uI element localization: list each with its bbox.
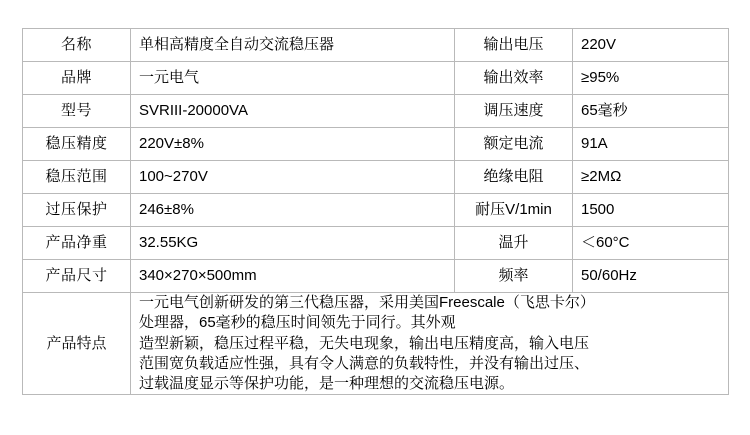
row-label-frequency: 频率 — [455, 260, 573, 293]
row-label-regulation-speed: 调压速度 — [455, 95, 573, 128]
table-row — [23, 194, 729, 227]
row-label-withstand-voltage: 耐压V/1min — [455, 194, 573, 227]
row-value-insulation-resistance: ≥2MΩ — [573, 161, 729, 194]
row-label-rated-current: 额定电流 — [455, 128, 573, 161]
row-label-insulation-resistance: 绝缘电阻 — [455, 161, 573, 194]
table-body — [23, 29, 729, 395]
row-value-range: 100~270V — [131, 161, 455, 194]
features-line: 造型新颖，稳压过程平稳，无失电现象，输出电压精度高，输入电压 — [139, 334, 590, 352]
row-value-dimensions: 340×270×500mm — [131, 260, 455, 293]
table-row — [23, 95, 729, 128]
table-row — [23, 62, 729, 95]
features-line: 范围宽负载适应性强，具有令人满意的负载特性，并没有输出过压、 — [139, 354, 590, 372]
row-label-name: 名称 — [23, 29, 131, 62]
row-label-output-voltage: 输出电压 — [455, 29, 573, 62]
row-value-rated-current: 91A — [573, 128, 729, 161]
features-label: 产品特点 — [23, 293, 131, 395]
row-value-regulation-speed: 65毫秒 — [573, 95, 729, 128]
table-row — [23, 227, 729, 260]
row-value-net-weight: 32.55KG — [131, 227, 455, 260]
table-row — [23, 29, 729, 62]
row-value-overvoltage-protection: 246±8% — [131, 194, 455, 227]
row-value-output-voltage: 220V — [573, 29, 729, 62]
row-value-brand: 一元电气 — [131, 62, 455, 95]
features-line: 一元电气创新研发的第三代稳压器，采用美国Freescale（飞思卡尔） — [139, 294, 595, 311]
table-row — [23, 260, 729, 293]
features-body — [131, 293, 729, 395]
row-label-net-weight: 产品净重 — [23, 227, 131, 260]
row-label-accuracy: 稳压精度 — [23, 128, 131, 161]
row-value-name: 单相高精度全自动交流稳压器 — [131, 29, 455, 62]
row-value-frequency: 50/60Hz — [573, 260, 729, 293]
row-label-output-efficiency: 输出效率 — [455, 62, 573, 95]
specification-table — [22, 28, 729, 395]
row-value-temperature-rise: ＜60°C — [573, 227, 729, 260]
row-label-temperature-rise: 温升 — [455, 227, 573, 260]
row-value-model: SVRIII-20000VA — [131, 95, 455, 128]
table-row — [23, 161, 729, 194]
row-label-dimensions: 产品尺寸 — [23, 260, 131, 293]
table-row — [23, 128, 729, 161]
row-value-accuracy: 220V±8% — [131, 128, 455, 161]
row-label-range: 稳压范围 — [23, 161, 131, 194]
features-line: 过载温度显示等保护功能，是一种理想的交流稳压电源。 — [139, 375, 515, 392]
table-row-features — [23, 293, 729, 395]
row-label-model: 型号 — [23, 95, 131, 128]
row-label-overvoltage-protection: 过压保护 — [23, 194, 131, 227]
row-label-brand: 品牌 — [23, 62, 131, 95]
row-value-withstand-voltage: 1500 — [573, 194, 729, 227]
features-line: 处理器，65毫秒的稳压时间领先于同行。其外观 — [139, 314, 456, 332]
row-value-output-efficiency: ≥95% — [573, 62, 729, 95]
